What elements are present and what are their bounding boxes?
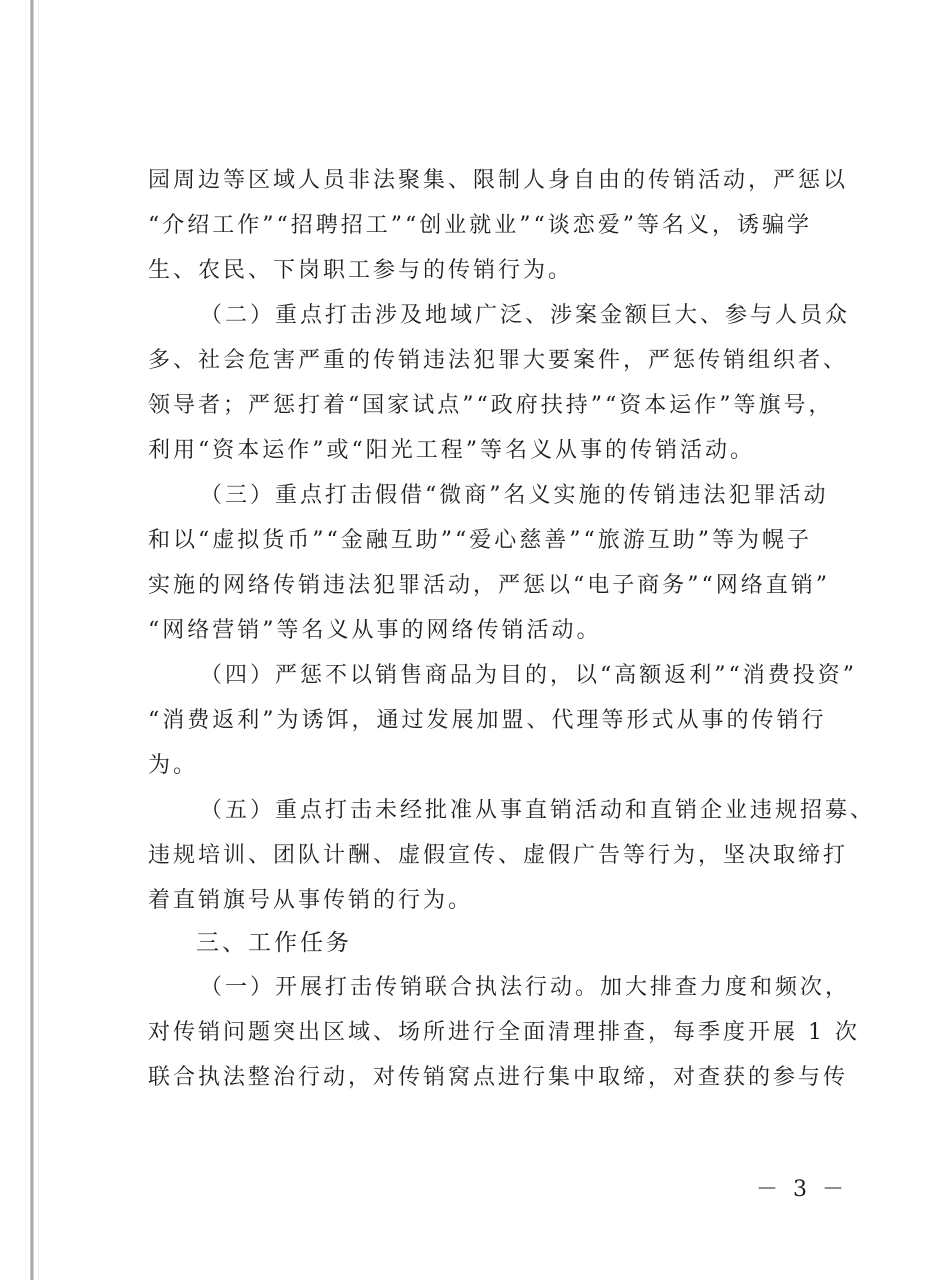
- text-line: 违规培训、团队计酬、虚假宣传、虚假广告等行为，坚决取缔打: [148, 843, 849, 868]
- paragraph-start-line: （一）开展打击传销联合执法行动。加大排查力度和频次，: [200, 975, 851, 1000]
- text-line: 联合执法整治行动，对传销窝点进行集中取缔，对查获的参与传: [148, 1065, 849, 1090]
- text-line: 对传销问题突出区域、场所进行全面清理排查，每季度开展 1 次: [148, 1020, 860, 1045]
- section-heading: 三、工作任务: [196, 930, 352, 956]
- text-line: “网络营销”等名义从事的网络传销活动。: [148, 618, 602, 643]
- text-line: 为。: [148, 753, 199, 778]
- text-line: 和以“虚拟货币”“金融互助”“爱心慈善”“旅游互助”等为幌子: [148, 528, 812, 553]
- binding-edge-shadow: [38, 0, 39, 1280]
- text-line: 实施的网络传销违法犯罪活动，严惩以“电子商务”“网络直销”: [148, 573, 830, 598]
- binding-edge: [30, 0, 34, 1280]
- text-line: 利用“资本运作”或“阳光工程”等名义从事的传销活动。: [148, 438, 755, 463]
- paragraph-start-line: （三）重点打击假借“微商”名义实施的传销违法犯罪活动: [200, 483, 829, 508]
- paragraph-start-line: （二）重点打击涉及地域广泛、涉案金额巨大、参与人员众: [200, 303, 851, 328]
- text-line: 着直销旗号从事传销的行为。: [148, 888, 474, 913]
- text-line: 多、社会危害严重的传销违法犯罪大要案件，严惩传销组织者、: [148, 348, 849, 373]
- text-line: 园周边等区域人员非法聚集、限制人身自由的传销活动，严惩以: [148, 168, 849, 193]
- text-line: “介绍工作”“招聘招工”“创业就业”“谈恋爱”等名义，诱骗学: [148, 213, 812, 238]
- paragraph-start-line: （四）严惩不以销售商品为目的，以“高额返利”“消费投资”: [200, 663, 857, 688]
- text-line: 生、农民、下岗职工参与的传销行为。: [148, 258, 574, 283]
- text-line: 领导者；严惩打着“国家试点”“政府扶持”“资本运作”等旗号，: [148, 393, 834, 418]
- page-number: － 3 －: [756, 1177, 848, 1202]
- paragraph-start-line: （五）重点打击未经批准从事直销活动和直销企业违规招募、: [200, 798, 876, 823]
- text-line: “消费返利”为诱饵，通过发展加盟、代理等形式从事的传销行: [148, 708, 827, 733]
